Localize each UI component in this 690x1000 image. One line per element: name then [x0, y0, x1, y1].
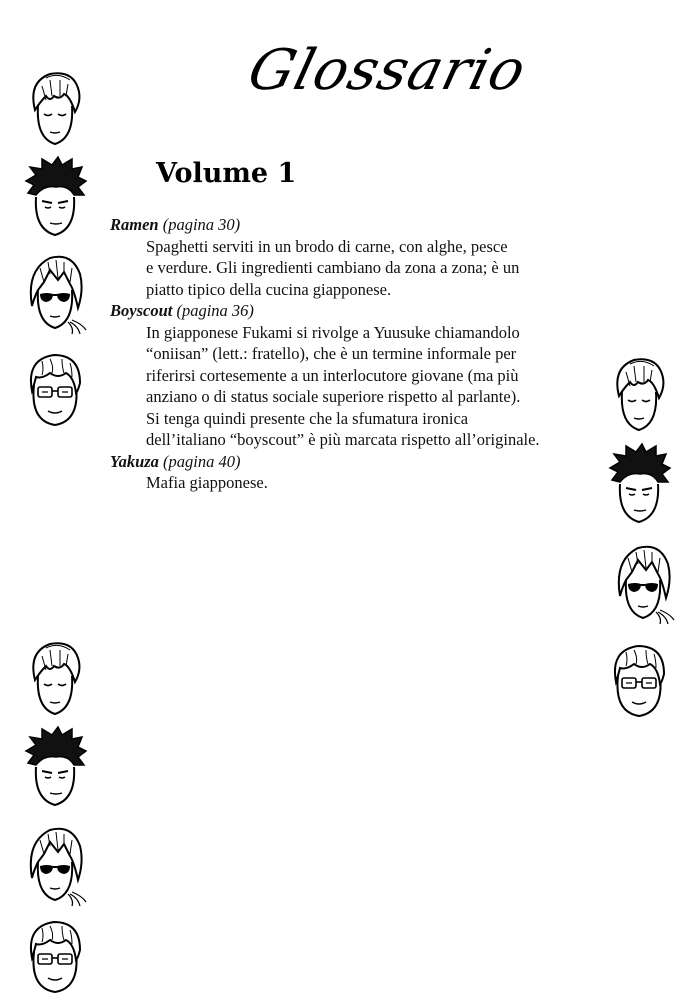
- definition-line: anziano o di status sociale superiore rispetto al parlante).: [146, 387, 521, 406]
- entry-term: Ramen: [110, 215, 159, 234]
- definition-line: dell’italiano “boyscout” è più marcata rispetto all’originale.: [146, 430, 540, 449]
- entry-term: Yakuza: [110, 451, 159, 471]
- entry-page-reference: (pagina 40): [163, 451, 241, 471]
- glossary-entry-yakuza: [110, 451, 590, 494]
- definition-line: “oniisan” (lett.: fratello), che è un termine informale per: [146, 344, 517, 363]
- entry-heading: [110, 300, 590, 322]
- volume-heading: Volume 1: [156, 158, 297, 189]
- definition-line: riferirsi cortesemente a un interlocutore giovane (ma più: [146, 365, 519, 385]
- glossary-entry-ramen: [110, 214, 590, 300]
- glossary-entry-boyscout: [110, 300, 590, 451]
- definition-line: piatto tipico della cucina giapponese.: [146, 279, 392, 299]
- definition-line: Si tenga quindi presente che la sfumatura ironica: [146, 408, 469, 428]
- glasses-face-icon: [20, 345, 90, 430]
- entry-definition: [110, 236, 590, 301]
- definition-line: In giapponese Fukami si rivolge a Yuusuke chiamandolo: [146, 322, 520, 342]
- definition-line: Spaghetti serviti in un brodo di carne, con alghe, pesce: [146, 236, 508, 256]
- entry-definition: [110, 472, 590, 494]
- definition-line: e verdure. Gli ingredienti cambiano da zona a zona; è un: [146, 258, 520, 277]
- calm-boy-face-icon: [604, 352, 674, 437]
- entry-heading: [110, 451, 590, 473]
- entry-definition: [110, 322, 590, 451]
- sunglasses-face-icon: [608, 540, 678, 625]
- glasses-face-icon: [20, 912, 90, 997]
- spiky-hair-face-icon: [20, 725, 90, 810]
- sunglasses-face-icon: [20, 250, 90, 335]
- sunglasses-face-icon: [20, 822, 90, 907]
- entry-term: Boyscout: [110, 301, 173, 320]
- spiky-hair-face-icon: [604, 442, 674, 527]
- calm-boy-face-icon: [20, 66, 90, 151]
- glossary-list: [110, 214, 590, 494]
- page-title: Glossario: [241, 38, 533, 103]
- definition-line: Mafia giapponese.: [146, 473, 268, 492]
- glasses-face-icon: [604, 636, 674, 721]
- entry-page-reference: (pagina 36): [176, 301, 254, 320]
- entry-page-reference: (pagina 30): [162, 215, 241, 234]
- calm-boy-face-icon: [20, 636, 90, 721]
- spiky-hair-face-icon: [20, 155, 90, 240]
- entry-heading: [110, 214, 590, 236]
